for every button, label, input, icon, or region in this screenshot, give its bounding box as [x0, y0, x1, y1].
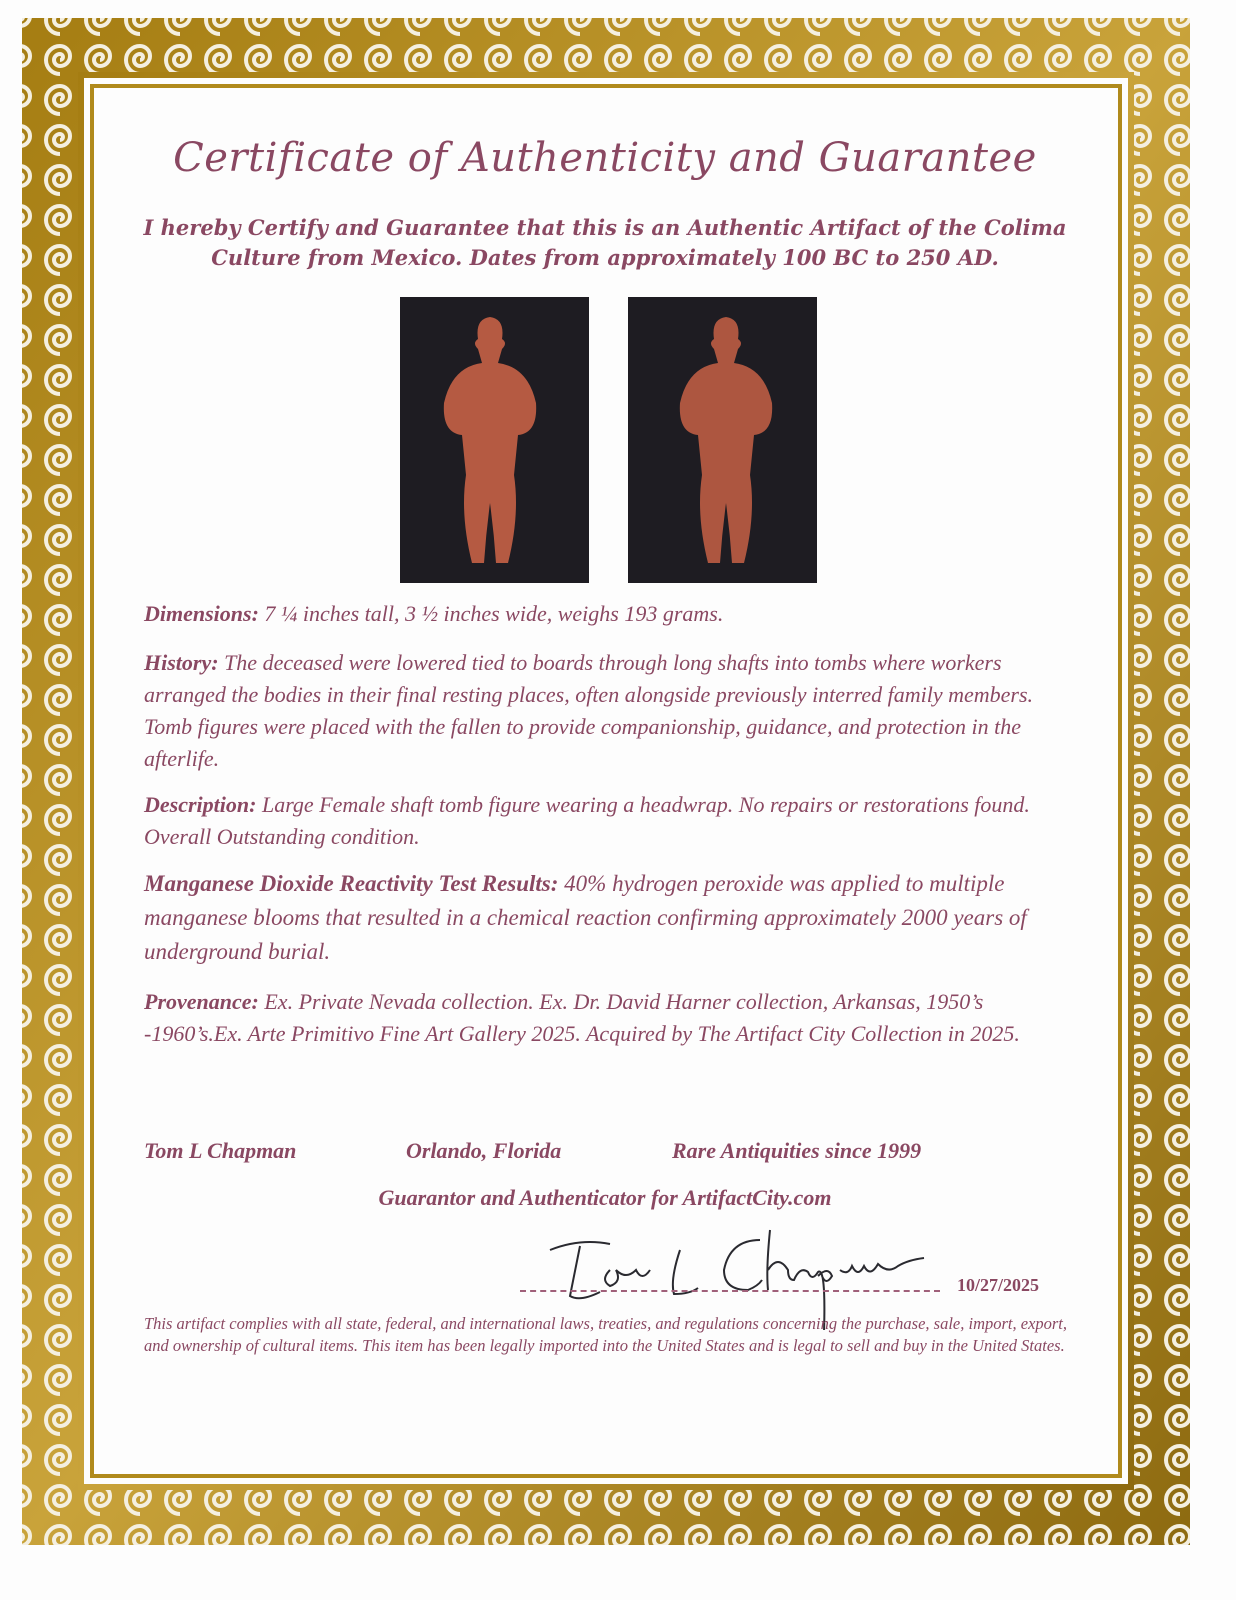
- certificate-body: [100, 95, 1110, 1455]
- signatory-name: Tom L Chapman: [144, 1138, 297, 1163]
- guarantor-line: Guarantor and Authenticator for ArtifactCity.com: [378, 1185, 832, 1210]
- signatory-location: Orlando, Florida: [406, 1138, 562, 1163]
- certificate-title: Certificate of Authenticity and Guarantee: [173, 135, 1037, 181]
- handwritten-signature: [530, 1210, 950, 1330]
- legal-disclaimer: This artifact complies with all state, federal, and international laws, treaties, and regulations concerning the purchase, sale, import, export, and ownership of cultural items. This item has been legally imported into the United States and is legal to sell and buy in the United States.: [144, 1314, 1068, 1355]
- test-results-section: Manganese Dioxide Reactivity Test Results: 40% hydrogen peroxide was applied to multiple manganese blooms that resulted in a chemical reaction confirming approximately 2000 years of underground burial.: [144, 871, 1027, 964]
- certification-statement: I hereby Certify and Guarantee that this is an Authentic Artifact of the Colima Culture from Mexico. Dates from approximately 100 BC to 250 AD.: [143, 215, 1067, 270]
- dimensions-section: Dimensions: 7 ¼ inches tall, 3 ½ inches wide, weighs 193 grams.: [144, 601, 724, 626]
- signature-date: 10/27/2025: [957, 1275, 1040, 1295]
- artifact-photo-front: [400, 297, 589, 583]
- provenance-section: Provenance: Ex. Private Nevada collection. Ex. Dr. David Harner collection, Arkansas, 1950’s -1960’s.Ex. Arte Primitivo Fine Art Gallery 2025. Acquired by The Artifact City Collection in 2025.: [144, 989, 1020, 1046]
- history-section: History: The deceased were lowered tied to boards through long shafts into tombs where workers arranged the bodies in their final resting places, often alongside previously interred family members. Tomb figures were placed with the fallen to provide companionship, guidance, and protection in the afterlife.: [144, 650, 1034, 771]
- signature-line: [520, 1290, 940, 1292]
- artifact-photo-back: [628, 297, 817, 583]
- description-section: Description: Large Female shaft tomb figure wearing a headwrap. No repairs or restorations found. Overall Outstanding condition.: [144, 792, 1030, 849]
- business-since: Rare Antiquities since 1999: [672, 1138, 922, 1163]
